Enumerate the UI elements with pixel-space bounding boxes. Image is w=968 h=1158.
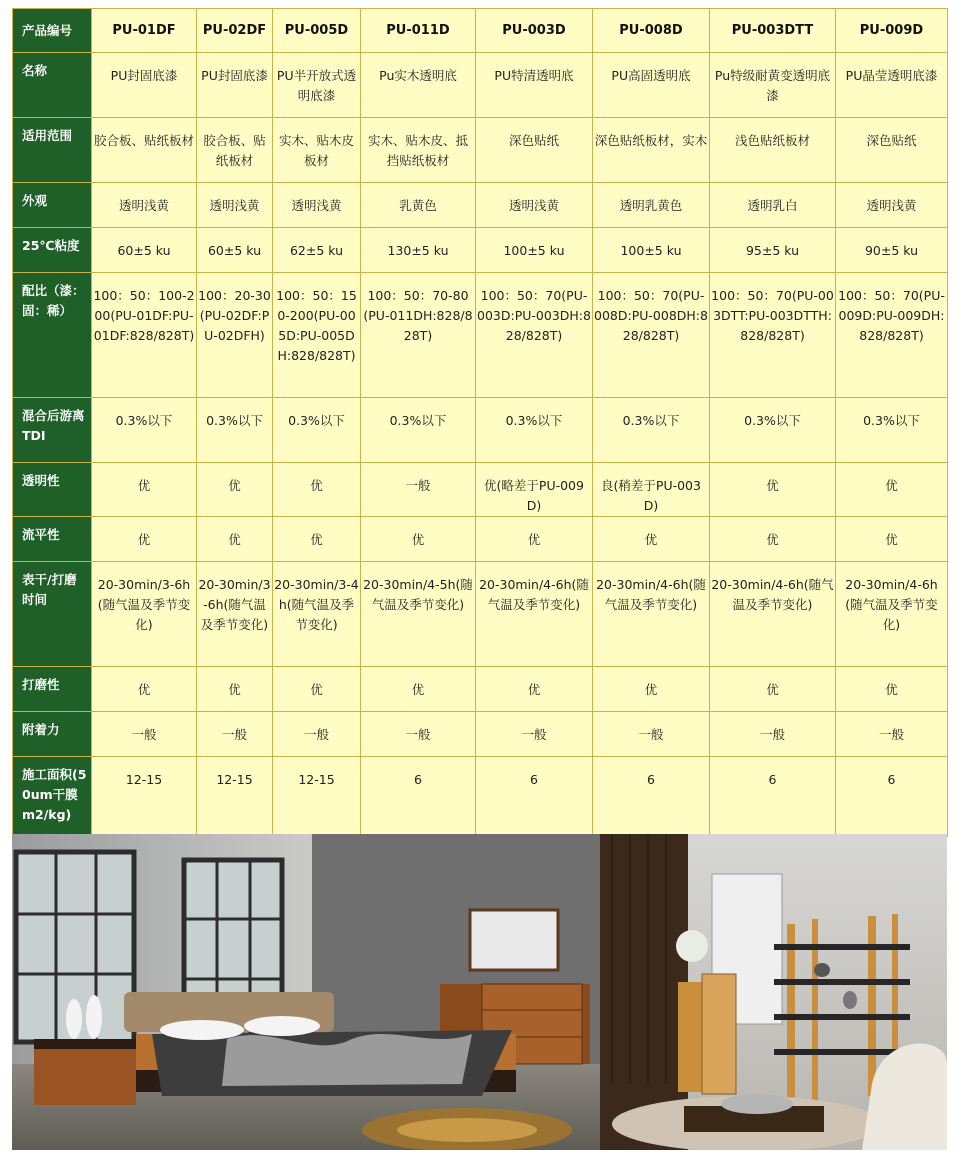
table-cell: 20-30min/4-5h(随气温及季节变化) <box>361 562 476 667</box>
table-cell: 6 <box>710 757 836 837</box>
table-cell: 透明浅黄 <box>92 183 197 228</box>
furniture-photos <box>12 834 947 1150</box>
table-cell: 12-15 <box>273 757 361 837</box>
row-label: 适用范围 <box>13 118 92 183</box>
row-label: 施工面积(50um干膜m2/kg) <box>13 757 92 837</box>
table-cell: 100：50：100-200(PU-01DF:PU-01DF:828/828T) <box>92 273 197 398</box>
table-cell: 优 <box>476 517 593 562</box>
table-cell: 深色贴纸 <box>836 118 948 183</box>
table-cell: 6 <box>361 757 476 837</box>
table-cell: 优 <box>197 517 273 562</box>
table-cell: 优 <box>836 517 948 562</box>
table-cell: 优(略差于PU-009D) <box>476 463 593 517</box>
row-label: 25℃粘度 <box>13 228 92 273</box>
table-cell: 优 <box>710 667 836 712</box>
table-cell: 0.3%以下 <box>710 398 836 463</box>
table-cell: 100：50：150-200(PU-005D:PU-005DH:828/828T) <box>273 273 361 398</box>
row-label: 配比（漆：固：稀） <box>13 273 92 398</box>
table-cell: 一般 <box>476 712 593 757</box>
table-cell: 透明浅黄 <box>197 183 273 228</box>
table-cell: 100：50：70-80(PU-011DH:828/828T) <box>361 273 476 398</box>
row-label: 流平性 <box>13 517 92 562</box>
table-cell: 透明浅黄 <box>476 183 593 228</box>
table-cell: Pu特级耐黄变透明底漆 <box>710 53 836 118</box>
table-cell: 透明乳白 <box>710 183 836 228</box>
table-row <box>13 757 948 837</box>
table-cell: 100±5 ku <box>593 228 710 273</box>
table-cell: 透明浅黄 <box>273 183 361 228</box>
row-label: 名称 <box>13 53 92 118</box>
row-label: 表干/打磨时间 <box>13 562 92 667</box>
table-cell: 透明浅黄 <box>836 183 948 228</box>
table-cell: PU高固透明底 <box>593 53 710 118</box>
table-cell: 优 <box>593 667 710 712</box>
product-code: PU-003D <box>476 9 593 53</box>
table-cell: 60±5 ku <box>92 228 197 273</box>
table-cell: 0.3%以下 <box>476 398 593 463</box>
table-cell: 优 <box>92 667 197 712</box>
product-code: PU-008D <box>593 9 710 53</box>
table-cell: 0.3%以下 <box>593 398 710 463</box>
product-code: PU-011D <box>361 9 476 53</box>
table-cell: 20-30min/3-6h(随气温及季节变化) <box>197 562 273 667</box>
table-cell: 一般 <box>197 712 273 757</box>
table-cell: 良(稍差于PU-003D) <box>593 463 710 517</box>
table-cell: 乳黄色 <box>361 183 476 228</box>
table-row <box>13 562 948 667</box>
table-cell: 优 <box>361 517 476 562</box>
table-cell: 优 <box>836 667 948 712</box>
table-cell: 0.3%以下 <box>92 398 197 463</box>
table-cell: 62±5 ku <box>273 228 361 273</box>
table-cell: 0.3%以下 <box>273 398 361 463</box>
row-label: 附着力 <box>13 712 92 757</box>
table-cell: 优 <box>476 667 593 712</box>
product-code: PU-005D <box>273 9 361 53</box>
table-cell: 一般 <box>710 712 836 757</box>
table-row <box>13 667 948 712</box>
table-cell: PU半开放式透明底漆 <box>273 53 361 118</box>
table-cell: 优 <box>197 463 273 517</box>
table-cell: 一般 <box>836 712 948 757</box>
table-cell: 100：50：70(PU-009D:PU-009DH:828/828T) <box>836 273 948 398</box>
table-cell: 20-30min/4-6h(随气温及季节变化) <box>476 562 593 667</box>
table-row <box>13 118 948 183</box>
table-cell: Pu实木透明底 <box>361 53 476 118</box>
table-cell: 一般 <box>92 712 197 757</box>
product-code: PU-02DF <box>197 9 273 53</box>
table-cell: 20-30min/4-6h(随气温及季节变化) <box>836 562 948 667</box>
table-cell: 12-15 <box>197 757 273 837</box>
table-cell: 20-30min/4-6h(随气温及季节变化) <box>710 562 836 667</box>
table-cell: 优 <box>197 667 273 712</box>
table-cell: PU特清透明底 <box>476 53 593 118</box>
table-cell: 一般 <box>361 712 476 757</box>
row-label: 混合后游离TDI <box>13 398 92 463</box>
table-cell: 实木、贴木皮、抵挡贴纸板材 <box>361 118 476 183</box>
product-code: PU-01DF <box>92 9 197 53</box>
table-cell: 95±5 ku <box>710 228 836 273</box>
table-cell: 90±5 ku <box>836 228 948 273</box>
table-cell: 100±5 ku <box>476 228 593 273</box>
table-row <box>13 53 948 118</box>
table-cell: 60±5 ku <box>197 228 273 273</box>
table-cell: 100：50：70(PU-003DTT:PU-003DTTH:828/828T) <box>710 273 836 398</box>
table-cell: PU封固底漆 <box>92 53 197 118</box>
table-cell: 深色贴纸 <box>476 118 593 183</box>
table-cell: 深色贴纸板材，实木 <box>593 118 710 183</box>
table-cell: 优 <box>273 463 361 517</box>
table-cell: 130±5 ku <box>361 228 476 273</box>
table-cell: 一般 <box>361 463 476 517</box>
table-cell: 胶合板、贴纸板材 <box>92 118 197 183</box>
table-cell: PU封固底漆 <box>197 53 273 118</box>
table-cell: 20-30min/3-6h(随气温及季节变化) <box>92 562 197 667</box>
table-cell: 一般 <box>593 712 710 757</box>
table-cell: 优 <box>92 517 197 562</box>
table-cell: 透明乳黄色 <box>593 183 710 228</box>
table-cell: 100：20-30(PU-02DF:PU-02DFH) <box>197 273 273 398</box>
table-row <box>13 463 948 517</box>
table-cell: 20-30min/3-4h(随气温及季节变化) <box>273 562 361 667</box>
table-cell: 胶合板、贴纸板材 <box>197 118 273 183</box>
table-row <box>13 228 948 273</box>
table-row <box>13 517 948 562</box>
table-cell: 0.3%以下 <box>361 398 476 463</box>
table-cell: 一般 <box>273 712 361 757</box>
table-row <box>13 273 948 398</box>
table-cell: 6 <box>593 757 710 837</box>
table-row <box>13 183 948 228</box>
table-cell: PU晶莹透明底漆 <box>836 53 948 118</box>
table-cell: 浅色贴纸板材 <box>710 118 836 183</box>
table-cell: 100：50：70(PU-008D:PU-008DH:828/828T) <box>593 273 710 398</box>
row-label: 打磨性 <box>13 667 92 712</box>
table-cell: 优 <box>593 517 710 562</box>
table-cell: 优 <box>273 517 361 562</box>
table-cell: 优 <box>710 517 836 562</box>
table-cell: 优 <box>836 463 948 517</box>
table-cell: 6 <box>836 757 948 837</box>
table-cell: 0.3%以下 <box>197 398 273 463</box>
table-cell: 优 <box>92 463 197 517</box>
table-cell: 优 <box>361 667 476 712</box>
table-row <box>13 398 948 463</box>
spec-table <box>12 8 948 837</box>
furniture-photo <box>12 834 947 1150</box>
table-cell: 实木、贴木皮板材 <box>273 118 361 183</box>
table-cell: 优 <box>710 463 836 517</box>
table-cell: 6 <box>476 757 593 837</box>
table-cell: 20-30min/4-6h(随气温及季节变化) <box>593 562 710 667</box>
table-cell: 优 <box>273 667 361 712</box>
header-label: 产品编号 <box>13 9 92 53</box>
product-code: PU-003DTT <box>710 9 836 53</box>
row-label: 外观 <box>13 183 92 228</box>
table-row <box>13 712 948 757</box>
product-code: PU-009D <box>836 9 948 53</box>
table-cell: 0.3%以下 <box>836 398 948 463</box>
table-cell: 12-15 <box>92 757 197 837</box>
row-label: 透明性 <box>13 463 92 517</box>
table-cell: 100：50：70(PU-003D:PU-003DH:828/828T) <box>476 273 593 398</box>
